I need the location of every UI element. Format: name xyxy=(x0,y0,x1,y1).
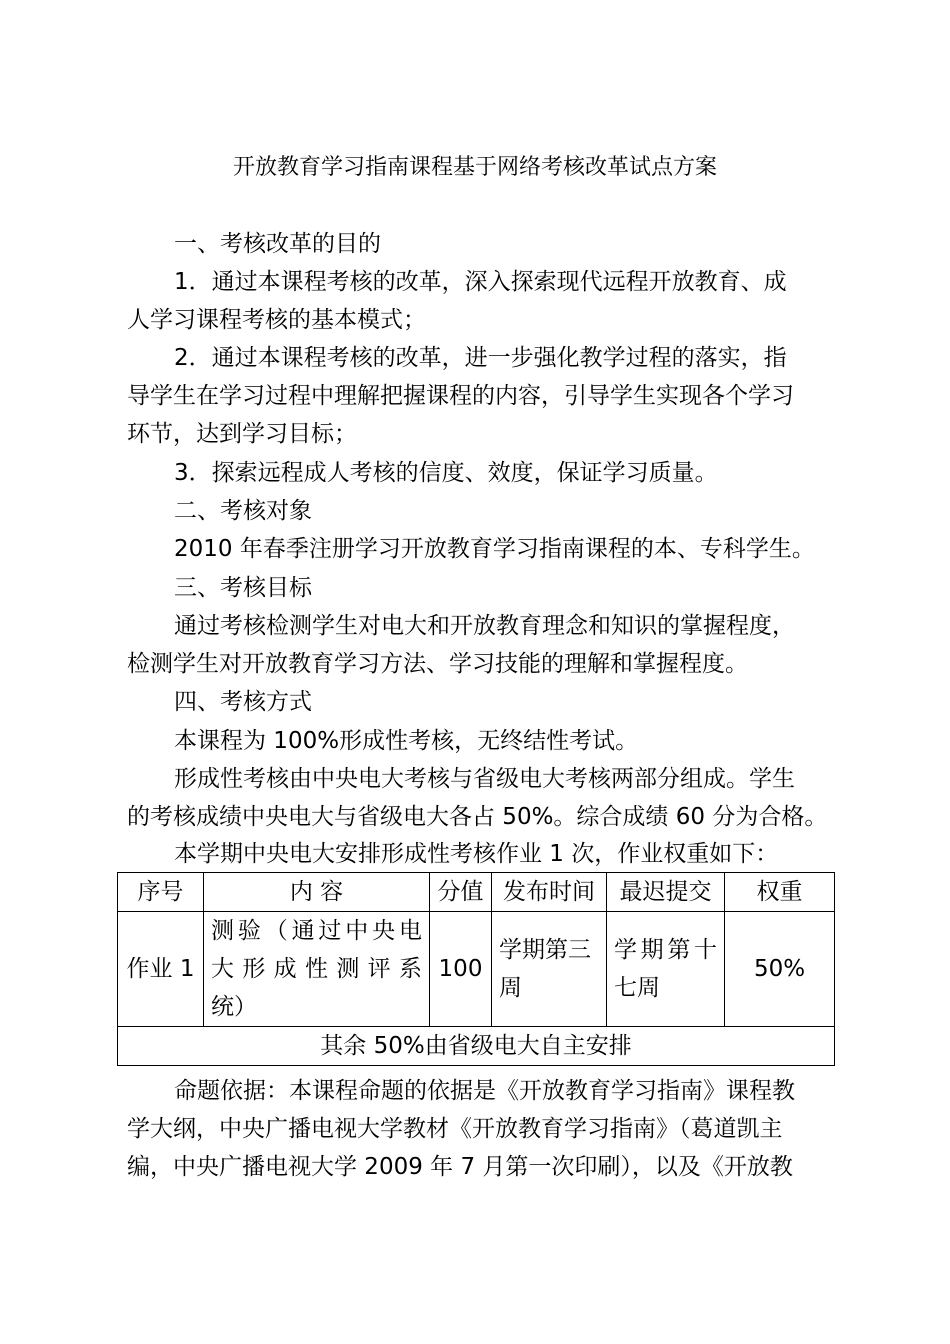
assignment-content-cell xyxy=(204,912,430,1027)
header-cell: 序号 xyxy=(118,873,204,912)
score-cell: 100 xyxy=(430,912,492,1027)
header-cell: 分值 xyxy=(430,873,492,912)
release-line: 周 xyxy=(499,975,522,1001)
release-line: 学期第三 xyxy=(499,937,591,963)
content-line: 大形成性测评系 xyxy=(211,956,422,982)
paragraph-line: 本课程为 100%形成性考核，无终结性考试。 xyxy=(174,728,639,754)
section-heading-3: 三、考核目标 xyxy=(174,575,312,601)
paragraph-line: 环节，达到学习目标； xyxy=(127,421,357,447)
release-time-cell xyxy=(492,912,607,1027)
content-line: 测验（通过中央电 xyxy=(211,918,422,944)
assignment-table xyxy=(117,872,835,1066)
section-heading-4: 四、考核方式 xyxy=(174,689,312,715)
table-footer-cell: 其余 50%由省级电大自主安排 xyxy=(118,1027,835,1066)
paragraph-line: 形成性考核由中央电大考核与省级电大考核两部分组成。学生 xyxy=(174,766,795,792)
section-heading-1: 一、考核改革的目的 xyxy=(174,231,381,257)
paragraph-line: 1．通过本课程考核的改革，深入探索现代远程开放教育、成 xyxy=(174,269,787,295)
paragraph-line: 人学习课程考核的基本模式； xyxy=(127,307,426,333)
document-title: 开放教育学习指南课程基于网络考核改革试点方案 xyxy=(232,155,717,180)
paragraph-line: 的考核成绩中央电大与省级电大各占 50%。综合成绩 60 分为合格。 xyxy=(127,804,828,830)
paragraph-line: 2010 年春季注册学习开放教育学习指南课程的本、专科学生。 xyxy=(174,536,815,562)
header-cell: 发布时间 xyxy=(492,873,607,912)
paragraph-line: 2．通过本课程考核的改革，进一步强化教学过程的落实，指 xyxy=(174,345,787,371)
paragraph-line: 学大纲，中央广播电视大学教材《开放教育学习指南》（葛道凯主 xyxy=(127,1116,783,1142)
table-header-row xyxy=(118,873,835,912)
deadline-line: 七周 xyxy=(614,975,660,1001)
deadline-cell xyxy=(607,912,725,1027)
table-row xyxy=(118,912,835,1027)
header-cell: 最迟提交 xyxy=(607,873,725,912)
paragraph-line: 3．探索远程成人考核的信度、效度，保证学习质量。 xyxy=(174,460,718,486)
header-cell: 权重 xyxy=(725,873,835,912)
paragraph-line: 导学生在学习过程中理解把握课程的内容，引导学生实现各个学习 xyxy=(127,383,794,409)
paragraph-line: 检测学生对开放教育学习方法、学习技能的理解和掌握程度。 xyxy=(127,651,748,677)
table-footer-row xyxy=(118,1027,835,1066)
paragraph-line: 命题依据：本课程命题的依据是《开放教育学习指南》课程教 xyxy=(174,1078,795,1104)
paragraph-line: 编，中央广播电视大学 2009 年 7 月第一次印刷），以及《开放教 xyxy=(127,1154,793,1180)
header-cell: 内 容 xyxy=(204,873,430,912)
content-line: 统） xyxy=(211,994,257,1020)
paragraph-line: 通过考核检测学生对电大和开放教育理念和知识的掌握程度， xyxy=(174,613,795,639)
assignment-id-cell: 作业 1 xyxy=(118,912,204,1027)
weight-cell: 50% xyxy=(725,912,835,1027)
paragraph-line: 本学期中央电大安排形成性考核作业 1 次，作业权重如下： xyxy=(174,841,779,867)
deadline-line: 学期第十 xyxy=(614,937,717,963)
section-heading-2: 二、考核对象 xyxy=(174,498,312,524)
